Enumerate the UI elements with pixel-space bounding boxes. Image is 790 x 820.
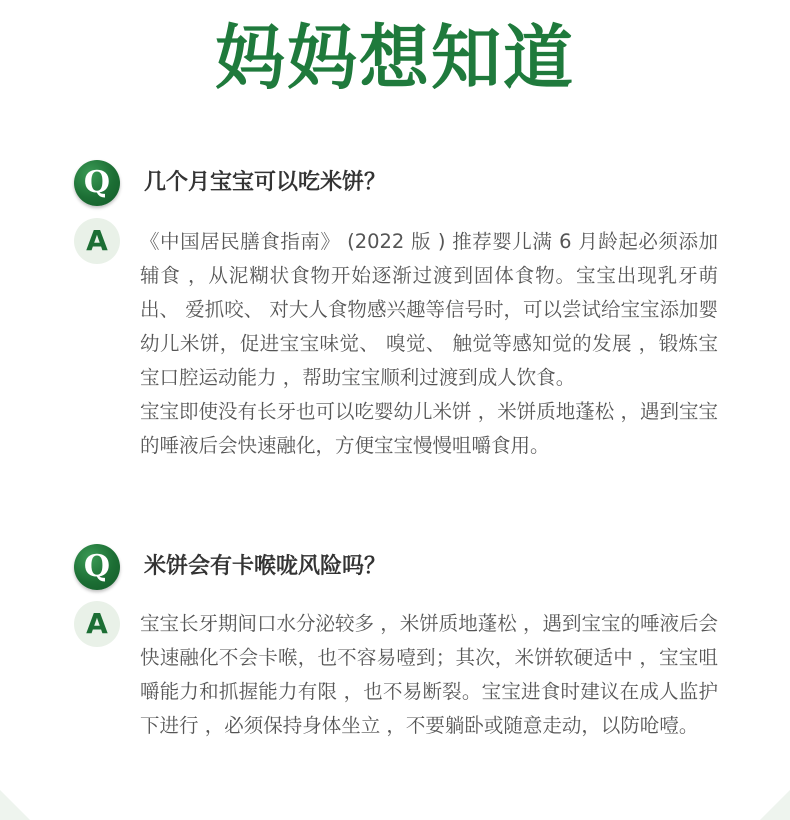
answer-paragraph: 宝宝即使没有长牙也可以吃婴幼儿米饼 ，米饼质地蓬松 ，遇到宝宝的唾液后会快速融化，方便宝宝慢慢咀嚼食用。 — [140, 400, 718, 457]
question-badge-icon: Q — [74, 160, 120, 206]
answer-text — [140, 225, 718, 463]
page-title: 妈妈想知道 — [215, 17, 575, 99]
corner-decoration-right — [760, 790, 790, 820]
answer-paragraph: 《中国居民膳食指南》 (2022 版 ) 推荐婴儿满 6 月龄起必须添加辅食 ，从泥糊状食物开始逐渐过渡到固体食物。宝宝出现乳牙萌出、 爱抓咬、 对大人食物感兴趣等信号时，可以尝试给宝宝添加婴幼儿米饼，促进宝宝味觉、 嗅觉、 触觉等感知觉的发展 ，锻炼宝宝口腔运动能力 ，帮助宝宝顺利过渡到成人饮食。 — [140, 230, 718, 389]
question-badge-icon: Q — [74, 544, 120, 590]
answer-badge-icon: A — [74, 218, 120, 264]
question-text: 几个月宝宝可以吃米饼？ — [144, 170, 387, 195]
answer-text — [140, 607, 718, 743]
answer-paragraph: 宝宝长牙期间口水分泌较多 ，米饼质地蓬松 ，遇到宝宝的唾液后会快速融化不会卡喉，也不容易噎到；其次，米饼软硬适中 ，宝宝咀嚼能力和抓握能力有限 ，也不易断裂。宝宝进食时建议在成人监护下进行 ，必须保持身体坐立 ，不要躺卧或随意走动，以防呛噎。 — [140, 612, 718, 737]
question-text: 米饼会有卡喉咙风险吗？ — [144, 554, 387, 579]
answer-badge-icon: A — [74, 601, 120, 647]
corner-decoration-left — [0, 790, 30, 820]
